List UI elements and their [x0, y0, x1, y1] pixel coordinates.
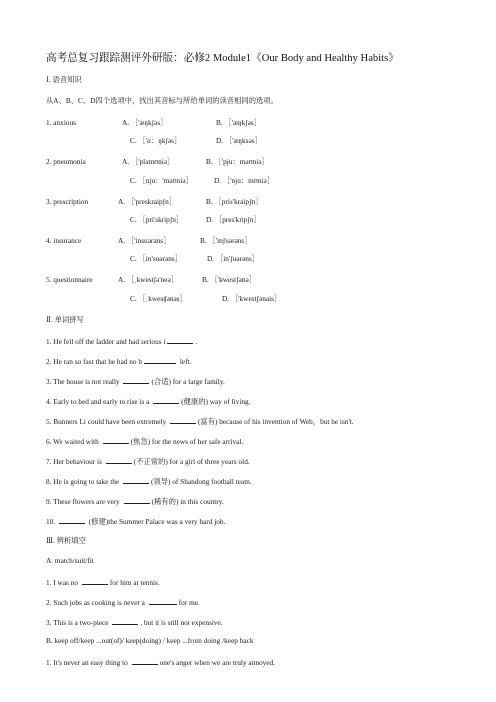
q1-option-a: A. ［'æŋkʃəs］	[122, 118, 168, 127]
answer-blank[interactable]	[132, 657, 158, 665]
section-1-heading: Ⅰ. 语音知识	[46, 75, 82, 84]
spelling-item-6: 6. We waited with (焦急) for the news of her safe arrival.	[46, 437, 244, 446]
answer-blank[interactable]	[124, 496, 150, 504]
answer-blank[interactable]	[153, 396, 179, 404]
q5-option-b: B. ［'kwestʃənə］	[202, 275, 257, 284]
q3-option-a: A. ［'preskraipʃn］	[118, 197, 177, 206]
spelling-item-7: 7. Her behaviour is (不正常的) for a girl of three years old.	[46, 457, 250, 466]
q2-word: 2. pneumonia	[46, 157, 86, 166]
answer-blank[interactable]	[82, 577, 108, 585]
answer-blank[interactable]	[123, 376, 149, 384]
discrimination-b-item-1: 1. It's never an easy thing to one's anger when we are truly annoyed.	[46, 658, 275, 667]
spelling-item-2: 2. He ran so fast that he had no b left.	[46, 357, 192, 366]
answer-blank[interactable]	[170, 416, 196, 424]
spelling-item-10: 10. (修建)the Summer Palace was a very hard job.	[46, 517, 226, 526]
section-3-heading: Ⅲ. 辨析填空	[46, 536, 86, 545]
section-2-heading: Ⅱ. 单词拼写	[46, 315, 84, 324]
answer-blank[interactable]	[112, 617, 138, 625]
section-1-instruction: 从A、B、C、D四个选项中，找出其音标与所给单词的读音相同的选项。	[46, 96, 278, 105]
q1-option-b: B. ［'æŋkʃəs］	[216, 118, 262, 127]
q4-option-c: C. ［in'suərəns］	[130, 254, 182, 263]
q5-option-c: C. ［ˌkwesʧənəs］	[130, 294, 187, 303]
group-b-label: B. keep off/keep ...out(of)/ keep(doing) / keep ...from doing /keep back	[46, 636, 254, 645]
answer-blank[interactable]	[103, 436, 129, 444]
discrimination-a-item-1: 1. I was no for him at tennis.	[46, 578, 160, 587]
q1-option-d: D. ［'æŋksəs］	[216, 136, 262, 145]
spelling-item-3: 3. The house is not really (合适) for a large family.	[46, 377, 225, 386]
q1-option-c: C. ［'ɑ：ŋkʃəs］	[130, 136, 182, 145]
spelling-item-4: 4. Early to bed and early to rise is a (健康的) way of living.	[46, 397, 251, 406]
q4-option-a: A. ［'insuərəns］	[118, 236, 171, 245]
q3-word: 3. prescription	[46, 197, 89, 206]
answer-blank[interactable]	[149, 597, 177, 605]
q2-option-d: D. ［'nju：mʊniə］	[214, 176, 275, 185]
q4-word: 4. insurance	[46, 236, 82, 245]
spelling-item-5: 5. Bunners Li could have been extremely (富有) because of his invention of Web，but he isn't.	[46, 417, 354, 426]
spelling-item-1: 1. He fell off the ladder and had serious i .	[46, 337, 198, 346]
q3-option-d: D. ［pres'kripʃn］	[206, 215, 261, 224]
discrimination-a-item-2: 2. Such jobs as cooking is never a for me.	[46, 598, 200, 607]
q2-option-c: C. ［nju：'məʊniə］	[130, 176, 193, 185]
q2-option-b: B. ［'pju：məʊniə］	[206, 157, 269, 166]
q3-option-b: B. ［pris'kraipʃn］	[206, 197, 263, 206]
answer-blank[interactable]	[59, 516, 85, 524]
q1-word: 1. anxious	[46, 118, 76, 127]
discrimination-a-item-3: 3. This is a two-piece , but it is still not expensive.	[46, 618, 223, 627]
q5-option-a: A. ［ˌkwestʃə'neə］	[118, 275, 179, 284]
q4-option-d: D. ［in'ʃuərəns］	[207, 254, 259, 263]
answer-blank[interactable]	[144, 356, 176, 364]
q5-word: 5. questionnaire	[46, 275, 93, 284]
spelling-item-8: 8. He is going to take the (领导) of Shandong football team.	[46, 477, 252, 486]
q3-option-c: C. ［pri'skripʃn］	[130, 215, 184, 224]
q5-option-d: D. ［'kwestʃənəis］	[222, 294, 282, 303]
spelling-item-9: 9. These flowers are very (稀有的) in this country.	[46, 497, 224, 506]
document-title: 高考总复习跟踪测评外研版：必修2 Module1《Our Body and Healthy Habits》	[46, 53, 399, 64]
answer-blank[interactable]	[123, 476, 149, 484]
group-a-label: A. match/suit/fit	[46, 556, 94, 565]
answer-blank[interactable]	[167, 336, 193, 344]
q4-option-b: B. ［'inʃuərəns］	[200, 236, 252, 245]
answer-blank[interactable]	[106, 456, 132, 464]
q2-option-a: A. ［'pləmʊniə］	[122, 157, 175, 166]
